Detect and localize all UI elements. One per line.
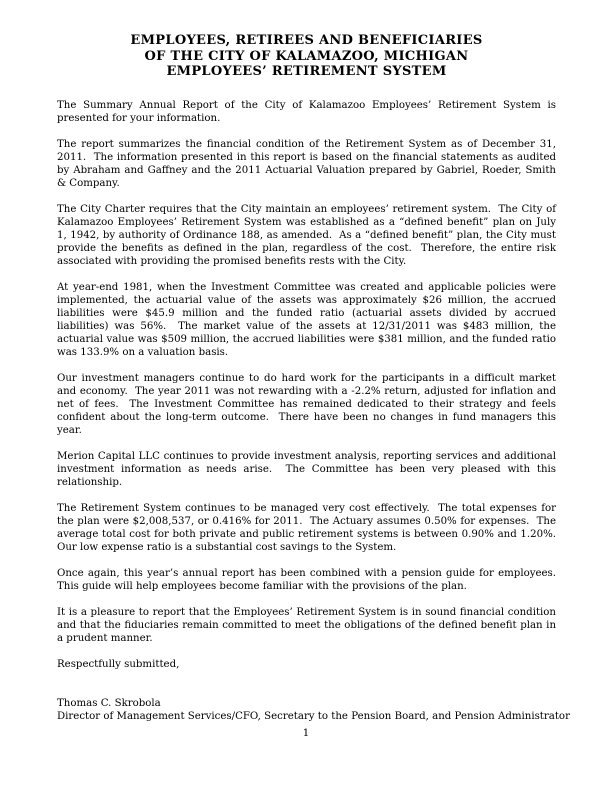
document-title xyxy=(57,33,556,80)
document-content xyxy=(57,33,570,723)
body-paragraph-merion-capital: Merion Capital LLC continues to provide investment analysis, reporting services and additional investment information as needs arise. The Committee has been very pleased with this relationship. xyxy=(57,450,560,488)
signature-name: Thomas C. Skrobola xyxy=(57,697,161,709)
body-paragraph-investment-managers: Our investment managers continue to do hard work for the participants in a difficult market and economy. The year 2011 was not rewarding with a -2.2% return, adjusted for inflation and net of fees. The Investment Committee has remained dedicated to their strategy and feels confident about the long-term outcome. There have been no changes in fund managers this year. xyxy=(57,372,560,436)
signature-block xyxy=(57,697,570,723)
body-paragraph-pension-guide: Once again, this year’s annual report has been combined with a pension guide for employees. This guide will help employees become familiar with the provisions of the plan. xyxy=(57,567,563,592)
body-paragraph-city-charter: The City Charter requires that the City maintain an employees’ retirement system. The City of Kalamazoo Employees’ Retirement System was established as a “defined benefit” plan on July 1, 1942, by authority of Ordinance 188, as amended. As a “defined benefit” plan, the City must provide the benefits as defined in the plan, regardless of the cost. Therefore, the entire risk associated with providing the promised benefits rests with the City. xyxy=(57,203,560,267)
title-line-3: EMPLOYEES’ RETIREMENT SYSTEM xyxy=(166,64,447,79)
body-paragraph-report-summary: The report summarizes the financial condition of the Retirement System as of December 31, 2011. The information presented in this report is based on the financial statements as audited by Abraham and Gaffney and the 2011 Actuarial Valuation prepared by Gabriel, Roeder, Smith & Company. xyxy=(57,138,560,189)
title-line-1: EMPLOYEES, RETIREES AND BENEFICIARIES xyxy=(130,33,483,48)
closing-salutation: Respectfully submitted, xyxy=(57,658,180,670)
signature-title: Director of Management Services/CFO, Secretary to the Pension Board, and Pension Administrator xyxy=(57,710,570,722)
body-paragraph-expenses: The Retirement System continues to be managed very cost effectively. The total expenses for the plan were $2,008,537, or 0.416% for 2011. The Actuary assumes 0.50% for expenses. The average total cost for both private and public retirement systems is between 0.90% and 1.20%. Our low expense ratio is a substantial cost savings to the System. xyxy=(57,502,563,553)
body-paragraph-funded-ratio: At year-end 1981, when the Investment Committee was created and applicable policies were implemented, the actuarial value of the assets was approximately $26 million, the accrued liabilities were $45.9 million and the funded ratio (actuarial assets divided by accrued liabilities) was 56%. The market value of the assets at 12/31/2011 was $483 million, the actuarial value was $509 million, the accrued liabilities were $381 million, and the funded ratio was 133.9% on a valuation basis. xyxy=(57,281,560,358)
body-paragraph-sound-condition: It is a pleasure to report that the Employees’ Retirement System is in sound financial condition and that the fiduciaries remain committed to meet the obligations of the defined benefit plan in a prudent manner. xyxy=(57,606,560,644)
title-line-2: OF THE CITY OF KALAMAZOO, MICHIGAN xyxy=(144,48,469,64)
page-number: 1 xyxy=(302,728,310,739)
body-paragraph-intro: The Summary Annual Report of the City of Kalamazoo Employees’ Retirement System is presented for your information. xyxy=(57,99,560,124)
